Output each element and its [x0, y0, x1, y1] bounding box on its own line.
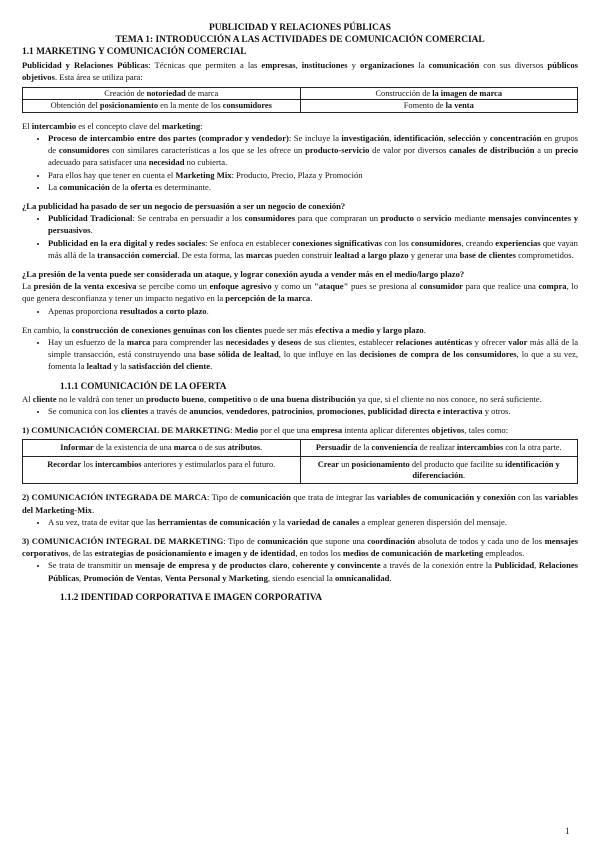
- list-item: • Se trata de transmitir un mensaje de empresa y de productos claro, coherente y convincente a través de la conexión entre la Publicidad, Relaciones Públicas, Promoción de Ventas, Venta Personal y Marketing, siendo esencial la omnicanalidad.: [48, 559, 578, 583]
- objectives-table: [22, 439, 578, 484]
- publicidad-list: [22, 212, 578, 261]
- presion-list: [22, 305, 578, 317]
- presion-paragraph: La presión de la venta excesiva se percibe como un enfoque agresivo y como un "ataque" pues se presiona al consumidor para que realice una compra, lo que genera desconfianza y tener un impacto negativo en la percepción de la marca.: [22, 281, 579, 304]
- document-page: [22, 22, 578, 604]
- list-item: • Para ellos hay que tener en cuenta el Marketing Mix: Producto, Precio, Plaza y Promoción: [48, 169, 578, 181]
- list-item: • Se comunica con los clientes a través de anuncios, vendedores, patrocinios, promociones, publicidad directa e interactiva y otros.: [48, 405, 578, 417]
- intercambio-paragraph: El intercambio es el concepto clave del marketing:: [22, 120, 203, 131]
- table-cell: Fomento de la venta: [300, 100, 578, 112]
- section-heading-1-1-2: 1.1.2 IDENTIDAD CORPORATIVA E IMAGEN CORPORATIVA: [60, 591, 322, 602]
- oferta-paragraph: Al cliente no le valdrá con tener un producto bueno, competitivo o de una buena distribución ya que, si el cliente no nos conoce, no será suficiente.: [22, 393, 542, 404]
- comunicacion-integral-paragraph: 3) COMUNICACIÓN INTEGRAL DE MARKETING: Tipo de comunicación que supone una coordinación absoluta de todos y cada uno de los mensajes corporativos, de las estrategias de posicionamiento e imagen y de identidad, en todos los medios de comunicación de marketing empleados.: [22, 535, 579, 559]
- section-heading-1-1: 1.1 MARKETING Y COMUNICACIÓN COMERCIAL: [22, 47, 247, 58]
- oferta-list: [22, 405, 578, 417]
- topic-title: TEMA 1: INTRODUCCIÓN A LAS ACTIVIDADES DE COMUNICACIÓN COMERCIAL: [115, 35, 485, 46]
- integral-list: [22, 559, 578, 583]
- section-heading-1-1-1: 1.1.1 COMUNICACIÓN DE LA OFERTA: [60, 380, 227, 391]
- conexion-list: [22, 336, 578, 373]
- list-item: • La comunicación de la oferta es determinante.: [48, 181, 578, 193]
- intro-paragraph: Publicidad y Relaciones Públicas: Técnicas que permiten a las empresas, instituciones y organizaciones la comunicación con sus diversos públicos objetivos. Esta área se utiliza para:: [22, 59, 578, 82]
- question-heading-2: ¿La presión de la venta puede ser considerada un ataque, y lograr conexión ayuda a vender más en el medio/largo plazo?: [22, 268, 465, 279]
- table-cell: Creación de notoriedad de marca: [23, 88, 301, 100]
- table-cell: Informar de la existencia de una marca o de sus atributos.: [23, 440, 301, 456]
- marketing-list: [22, 132, 578, 193]
- integrada-list: [22, 516, 578, 528]
- page-number: 1: [565, 826, 570, 836]
- list-item: • Publicidad en la era digital y redes sociales: Se enfoca en establecer conexiones significativas con los consumidores, creando experiencias que vayan más allá de la transacción comercial. De esta forma, las marcas pueden construir lealtad a largo plazo y generar una base de clientes comprometidos.: [48, 237, 578, 261]
- question-heading-1: ¿La publicidad ha pasado de ser un negocio de persuasión a ser un negocio de conexión?: [22, 200, 346, 211]
- list-item: • Publicidad Tradicional: Se centraba en persuadir a los consumidores para que compraran un producto o servicio mediante mensajes convincentes y persuasivos.: [48, 212, 578, 236]
- list-item: • A su vez, trata de evitar que las herramientas de comunicación y la variedad de canales a emplear generen dispersión del mensaje.: [48, 516, 578, 528]
- table-cell: Persuadir de la conveniencia de realizar intercambios con la otra parte.: [300, 440, 578, 456]
- cambio-paragraph: En cambio, la construcción de conexiones genuinas con los clientes puede ser más efectiva a medio y largo plazo.: [22, 324, 426, 335]
- list-item: • Proceso de intercambio entre dos partes (comprador y vendedor): Se incluye la investigación, identificación, selección y concentración en grupos de consumidores con similares características a los que se les ofrece un producto-servicio de valor por diversos canales de distribución a un precio adecuado para satisfacer una necesidad no cubierta.: [48, 132, 578, 169]
- comunicacion-integrada-paragraph: 2) COMUNICACIÓN INTEGRADA DE MARCA: Tipo de comunicación que trata de integrar las variables de comunicación y conexión con las variables del Marketing-Mix.: [22, 492, 578, 515]
- table-cell: Recordar los intercambios anteriores y estimularlos para el futuro.: [23, 456, 301, 484]
- table-cell: Crear un posicionamiento del producto que facilite su identificación y diferenciación.: [300, 456, 578, 484]
- comunicacion-comercial-paragraph: 1) COMUNICACIÓN COMERCIAL DE MARKETING: Medio por el que una empresa intenta aplicar diferentes objetivos, tales como:: [22, 425, 509, 436]
- table-cell: Obtención del posicionamiento en la mente de los consumidores: [23, 100, 301, 112]
- list-item: • Hay un esfuerzo de la marca para comprender las necesidades y deseos de sus clientes, establecer relaciones auténticas y ofrecer valor más allá de la simple transacción, está construyendo una base sólida de lealtad, lo que influye en las decisiones de compra de los consumidores, lo que a su vez, fomenta la lealtad y la satisfacción del cliente.: [48, 336, 578, 373]
- document-title: PUBLICIDAD Y RELACIONES PÚBLICAS: [209, 23, 391, 33]
- list-item: • Apenas proporciona resultados a corto plazo.: [48, 305, 578, 317]
- uses-table: [22, 87, 578, 113]
- table-cell: Construcción de la imagen de marca: [300, 88, 578, 100]
